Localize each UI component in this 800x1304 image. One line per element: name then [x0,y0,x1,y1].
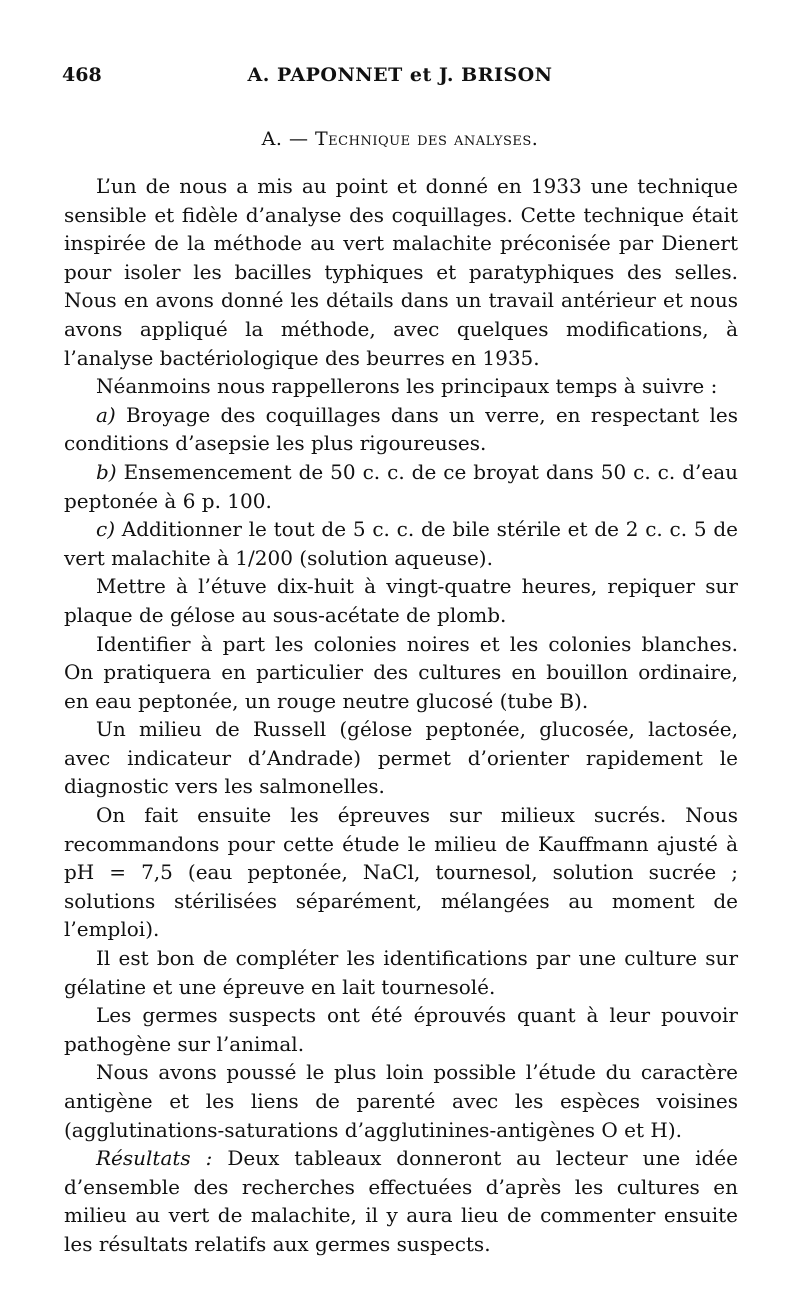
paragraph-text: L’un de nous a mis au point et donné en 1933 une technique sensible et fidèle d’analyse des coquillages. Cette technique était inspirée de la méthode au vert malachite préconisée par Dienert pour isoler les bacilles typhiques et paratyphiques des selles. Nous en avons donné les détails dans un travail antérieur et nous avons appliqué la méthode, avec quelques modifications, à l’analyse bactériologique des beurres en 1935. [64,174,738,370]
paragraph [64,715,738,801]
paragraph [64,944,738,1001]
paragraph-text: Un milieu de Russell (gélose peptonée, glucosée, lactosée, avec indicateur d’Andrade) permet d’orienter rapidement le diagnostic vers les salmonelles. [64,717,738,799]
page-header [62,64,738,94]
paragraph-text: On fait ensuite les épreuves sur milieux sucrés. Nous recommandons pour cette étude le milieu de Kauffmann ajusté à pH = 7,5 (eau peptonée, NaCl, tournesol, solution sucrée ; solutions stérilisées séparément, mélangées au moment de l’emploi). [64,803,738,942]
list-item-text: Ensemencement de 50 c. c. de ce broyat dans 50 c. c. d’eau peptonée à 6 p. 100. [64,459,738,513]
list-item [64,515,738,572]
paragraph-text: Néanmoins nous rappellerons les principaux temps à suivre : [96,374,718,399]
running-head: A. PAPONNET et J. BRISON [247,64,553,86]
list-item [64,401,738,458]
paragraph-text: Deux tableaux donneront au lecteur une idée d’ensemble des recherches effectuées d’après les cultures en milieu au vert de malachite, il y aura lieu de commenter ensuite les résultats relatifs aux germes suspects. [64,1146,738,1256]
section-title-text: Technique des analyses. [315,128,539,150]
paragraph-text: Identifier à part les colonies noires et les colonies blanches. On pratiquera en particulier des cultures en bouillon ordinaire, en eau peptonée, un rouge neutre glucosé (tube B). [64,631,738,713]
list-item-text: Additionner le tout de 5 c. c. de bile stérile et de 2 c. c. 5 de vert malachite à 1/200 (solution aqueuse). [64,517,739,570]
paragraph-text: Mettre à l’étuve dix-huit à vingt-quatre heures, repiquer sur plaque de gélose au sous-acétate de plomb. [64,574,738,627]
paragraph [64,1001,738,1058]
list-item [64,458,738,515]
paragraph [64,172,738,372]
list-item-text: Broyage des coquillages dans un verre, en respectant les conditions d’asepsie les plus rigoureuses. [64,402,738,456]
paragraph-text: Nous avons poussé le plus loin possible l’étude du caractère antigène et les liens de parenté avec les espèces voisines (agglutinations-saturations d’agglutinines-antigènes O et H). [64,1060,738,1142]
page-number: 468 [62,64,102,86]
paragraph-text: Les germes suspects ont été éprouvés quant à leur pouvoir pathogène sur l’animal. [64,1003,738,1056]
body-text [64,172,738,1259]
paragraph [64,801,738,944]
paragraph [64,1144,738,1258]
list-marker: a) [96,402,116,427]
results-label: Résultats : [96,1146,213,1171]
paragraph [64,372,738,401]
list-marker: b) [96,459,117,484]
paragraph-text: Il est bon de compléter les identifications par une culture sur gélatine et une épreuve en lait tournesolé. [64,946,738,999]
section-letter: A. — [261,128,309,150]
paragraph [64,630,738,716]
section-title [62,128,738,150]
list-marker: c) [96,517,116,542]
paragraph [64,572,738,629]
paragraph [64,1058,738,1144]
